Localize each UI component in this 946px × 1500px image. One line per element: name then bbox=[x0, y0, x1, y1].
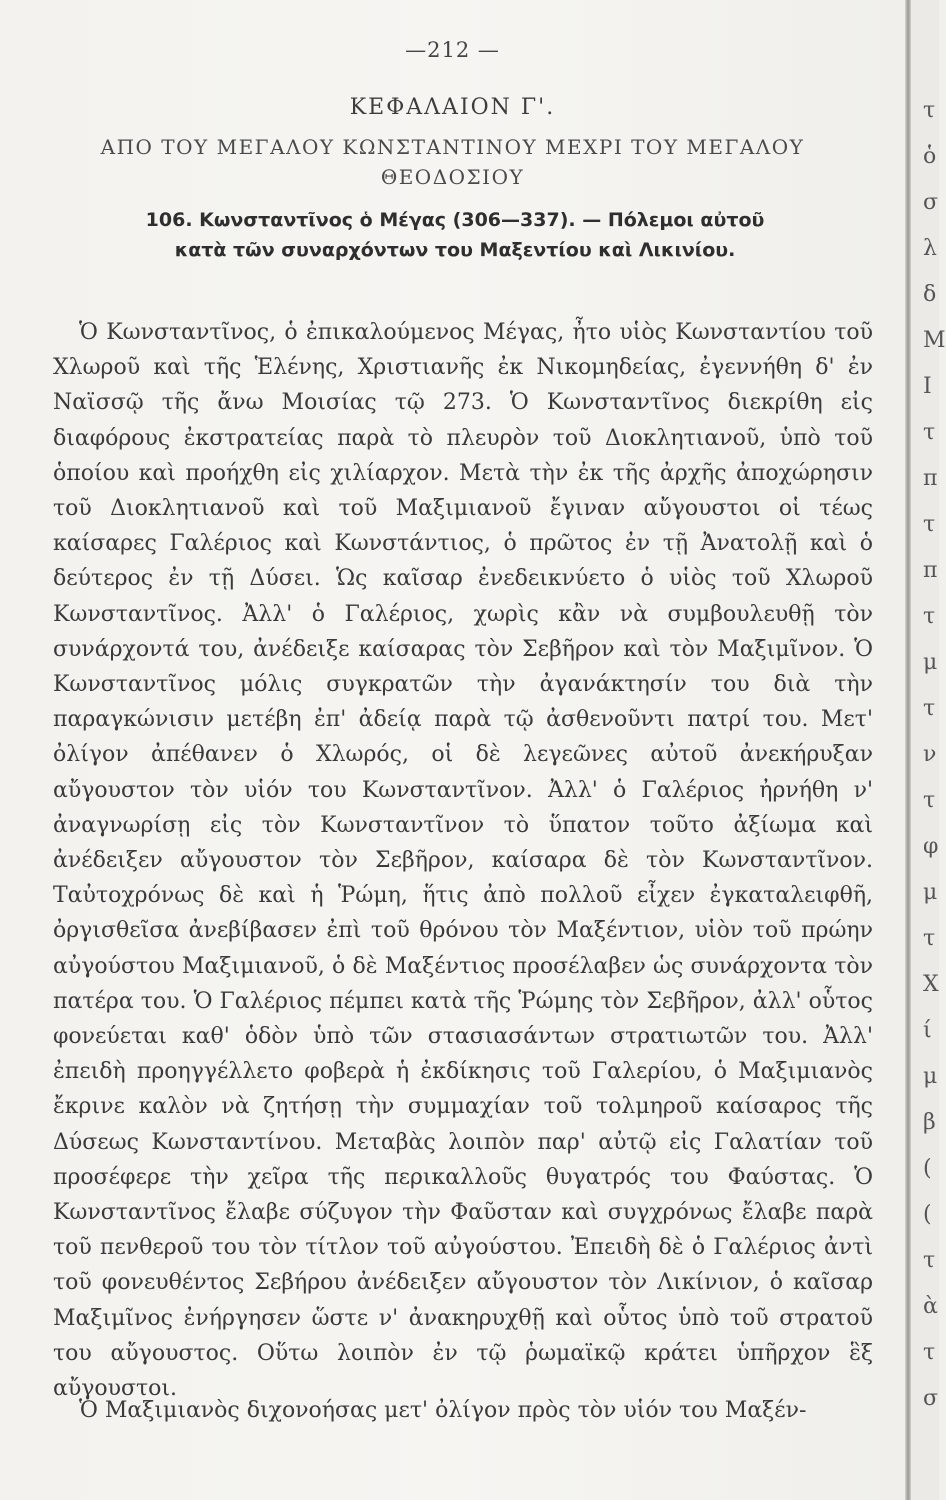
edge-letter: ί bbox=[923, 1018, 932, 1043]
edge-letter: π bbox=[923, 558, 938, 583]
edge-letter: σ bbox=[923, 1386, 939, 1411]
edge-letter: λ bbox=[923, 236, 937, 261]
section-heading-line-2: κατὰ τῶν συναρχόντων του Μαξεντίου καὶ Λικινίου. bbox=[174, 239, 736, 261]
section-heading-line-1: 106. Κωνσταντῖνος ὁ Μέγας (306—337). — Πόλεμοι αὐτοῦ bbox=[145, 209, 765, 231]
edge-letter: μ bbox=[923, 880, 938, 905]
edge-letter: τ bbox=[923, 512, 936, 537]
facing-page-edge bbox=[911, 0, 946, 1500]
edge-letter: Μ bbox=[923, 328, 946, 353]
chapter-subtitle-line-2: ΘΕΟΔΟΣΙΟΥ bbox=[380, 165, 525, 189]
body-text bbox=[53, 315, 873, 1406]
edge-letter: τ bbox=[923, 1248, 936, 1273]
edge-letter: ( bbox=[923, 1202, 932, 1227]
edge-letter: Ι bbox=[923, 374, 932, 399]
edge-letter: τ bbox=[923, 926, 936, 951]
edge-letter: δ bbox=[923, 282, 937, 307]
edge-letter: Χ bbox=[923, 972, 939, 997]
chapter-subtitle-line-1: ΑΠΟ ΤΟΥ ΜΕΓΑΛΟΥ ΚΩΝΣΤΑΝΤΙΝΟΥ ΜΕΧΡΙ ΤΟΥ ΜΕΓΑΛΟΥ bbox=[100, 135, 805, 159]
paragraph: Ὁ Κωνσταντῖνος, ὁ ἐπικαλούμενος Μέγας, ἦτο υἱὸς Κωνσταντίου τοῦ Χλωροῦ καὶ τῆς Ἑλένης, Χριστιανῆς ἐκ Νικομηδείας, ἐγεννήθη δ' ἐν Ναϊσσῷ τῆς ἄνω Μοισίας τῷ 273. Ὁ Κωνσταντῖνος διεκρίθη εἰς διαφόρους ἐκστρατείας παρὰ τὸ πλευρὸν τοῦ Διοκλητιανοῦ, ὑπὸ τοῦ ὁποίου καὶ προήχθη εἰς χιλίαρχον. Μετὰ τὴν ἐκ τῆς ἀρχῆς ἀποχώρησιν τοῦ Διοκλητιανοῦ καὶ τοῦ Μαξιμιανοῦ ἔγιναν αὔγουστοι οἱ τέως καίσαρες Γαλέριος καὶ Κωνστάντιος, ὁ πρῶτος ἐν τῇ Ἀνατολῇ καὶ ὁ δεύτερος ἐν τῇ Δύσει. Ὡς καῖσαρ ἐνεδεικνύετο ὁ υἱὸς τοῦ Χλωροῦ Κωνσταντῖνος. Ἀλλ' ὁ Γαλέριος, χωρὶς κἂν νὰ συμβουλευθῇ τὸν συνάρχοντά του, ἀνέδειξε καίσαρας τὸν Σεβῆρον καὶ τὸν Μαξιμῖνον. Ὁ Κωνσταντῖνος μόλις συγκρατῶν τὴν ἀγανάκτησίν του διὰ τὴν παραγκώνισιν μετέβη ἐπ' ἀδείᾳ παρὰ τῷ ἀσθενοῦντι πατρί του. Μετ' ὀλίγον ἀπέθανεν ὁ Χλωρός, οἱ δὲ λεγεῶνες αὐτοῦ ἀνεκήρυξαν αὔγουστον τὸν υἱόν του Κωνσταντῖνον. Ἀλλ' ὁ Γαλέριος ἠρνήθη ν' ἀναγνωρίσῃ εἰς τὸν Κωνσταντῖνον τὸ ὕπατον τοῦτο ἀξίωμα καὶ ἀνέδειξεν αὔγουστον τὸν Σεβῆρον, καίσαρα δὲ τὸν Κωνσταντῖνον. Ταὐτοχρόνως δὲ καὶ ἡ Ῥώμη, ἥτις ἀπὸ πολλοῦ εἶχεν ἐγκαταλειφθῆ, ὀργισθεῖσα ἀνεβίβασεν ἐπὶ τοῦ θρόνου τὸν Μαξέντιον, υἱὸν τοῦ πρώην αὐγούστου Μαξιμιανοῦ, ὁ δὲ Μαξέντιος προσέλαβεν ὡς συνάρχοντα τὸν πατέρα του. Ὁ Γαλέριος πέμπει κατὰ τῆς Ῥώμης τὸν Σεβῆρον, ἀλλ' οὗτος φονεύεται καθ' ὁδὸν ὑπὸ τῶν στασιασάντων στρατιωτῶν του. Ἀλλ' ἐπειδὴ προηγγέλλετο φοβερὰ ἡ ἐκδίκησις τοῦ Γαλερίου, ὁ Μαξιμιανὸς ἔκρινε καλὸν νὰ ζητήσῃ τὴν συμμαχίαν τοῦ τολμηροῦ καίσαρος τῆς Δύσεως Κωνσταντίνου. Μεταβὰς λοιπὸν παρ' αὐτῷ εἰς Γαλατίαν τοῦ προσέφερε τὴν χεῖρα τῆς περικαλλοῦς θυγατρός του Φαύστας. Ὁ Κωνσταντῖνος ἔλαβε σύζυγον τὴν Φαῦσταν καὶ συγχρόνως ἔλαβε παρὰ τοῦ πενθεροῦ του τὸν τίτλον τοῦ αὐγούστου. Ἐπειδὴ δὲ ὁ Γαλέριος ἀντὶ τοῦ φονευθέντος Σεβήρου ἀνέδειξεν αὔγουστον τὸν Λικίνιον, ὁ καῖσαρ Μαξιμῖνος ἐνήργησεν ὥστε ν' ἀνακηρυχθῇ καὶ οὗτος ὑπὸ τοῦ στρατοῦ του αὔγουστος. Οὕτω λοιπὸν ἐν τῷ ῥωμαϊκῷ κράτει ὑπῆρχον ἓξ αὔγουστοι. bbox=[53, 320, 873, 1402]
edge-letter: τ bbox=[923, 1340, 936, 1365]
paragraph: Ὁ Μαξιμιανὸς διχονοήσας μετ' ὀλίγον πρὸς τὸν υἱόν του Μαξέν- bbox=[79, 1398, 807, 1423]
edge-letter: τ bbox=[923, 788, 936, 813]
edge-letter: ( bbox=[923, 1156, 932, 1181]
edge-letter: μ bbox=[923, 650, 938, 675]
page-number: —212 — bbox=[405, 38, 500, 62]
chapter-title: ΚΕΦΑΛΑΙΟΝ Γ'. bbox=[349, 95, 556, 120]
edge-letter: τ bbox=[923, 604, 936, 629]
edge-letter: μ bbox=[923, 1064, 938, 1089]
edge-letter: ὰ bbox=[923, 1294, 938, 1319]
edge-letter: ὁ bbox=[923, 144, 937, 169]
edge-letter: φ bbox=[923, 834, 939, 859]
edge-letter: τ bbox=[923, 98, 936, 123]
edge-letter: τ bbox=[923, 420, 936, 445]
edge-letter: τ bbox=[923, 696, 936, 721]
edge-letter: ν bbox=[923, 742, 937, 767]
edge-letter: β bbox=[923, 1110, 936, 1135]
paragraph-continued bbox=[53, 1393, 873, 1428]
edge-letter: σ bbox=[923, 190, 939, 215]
edge-letter: π bbox=[923, 466, 938, 491]
